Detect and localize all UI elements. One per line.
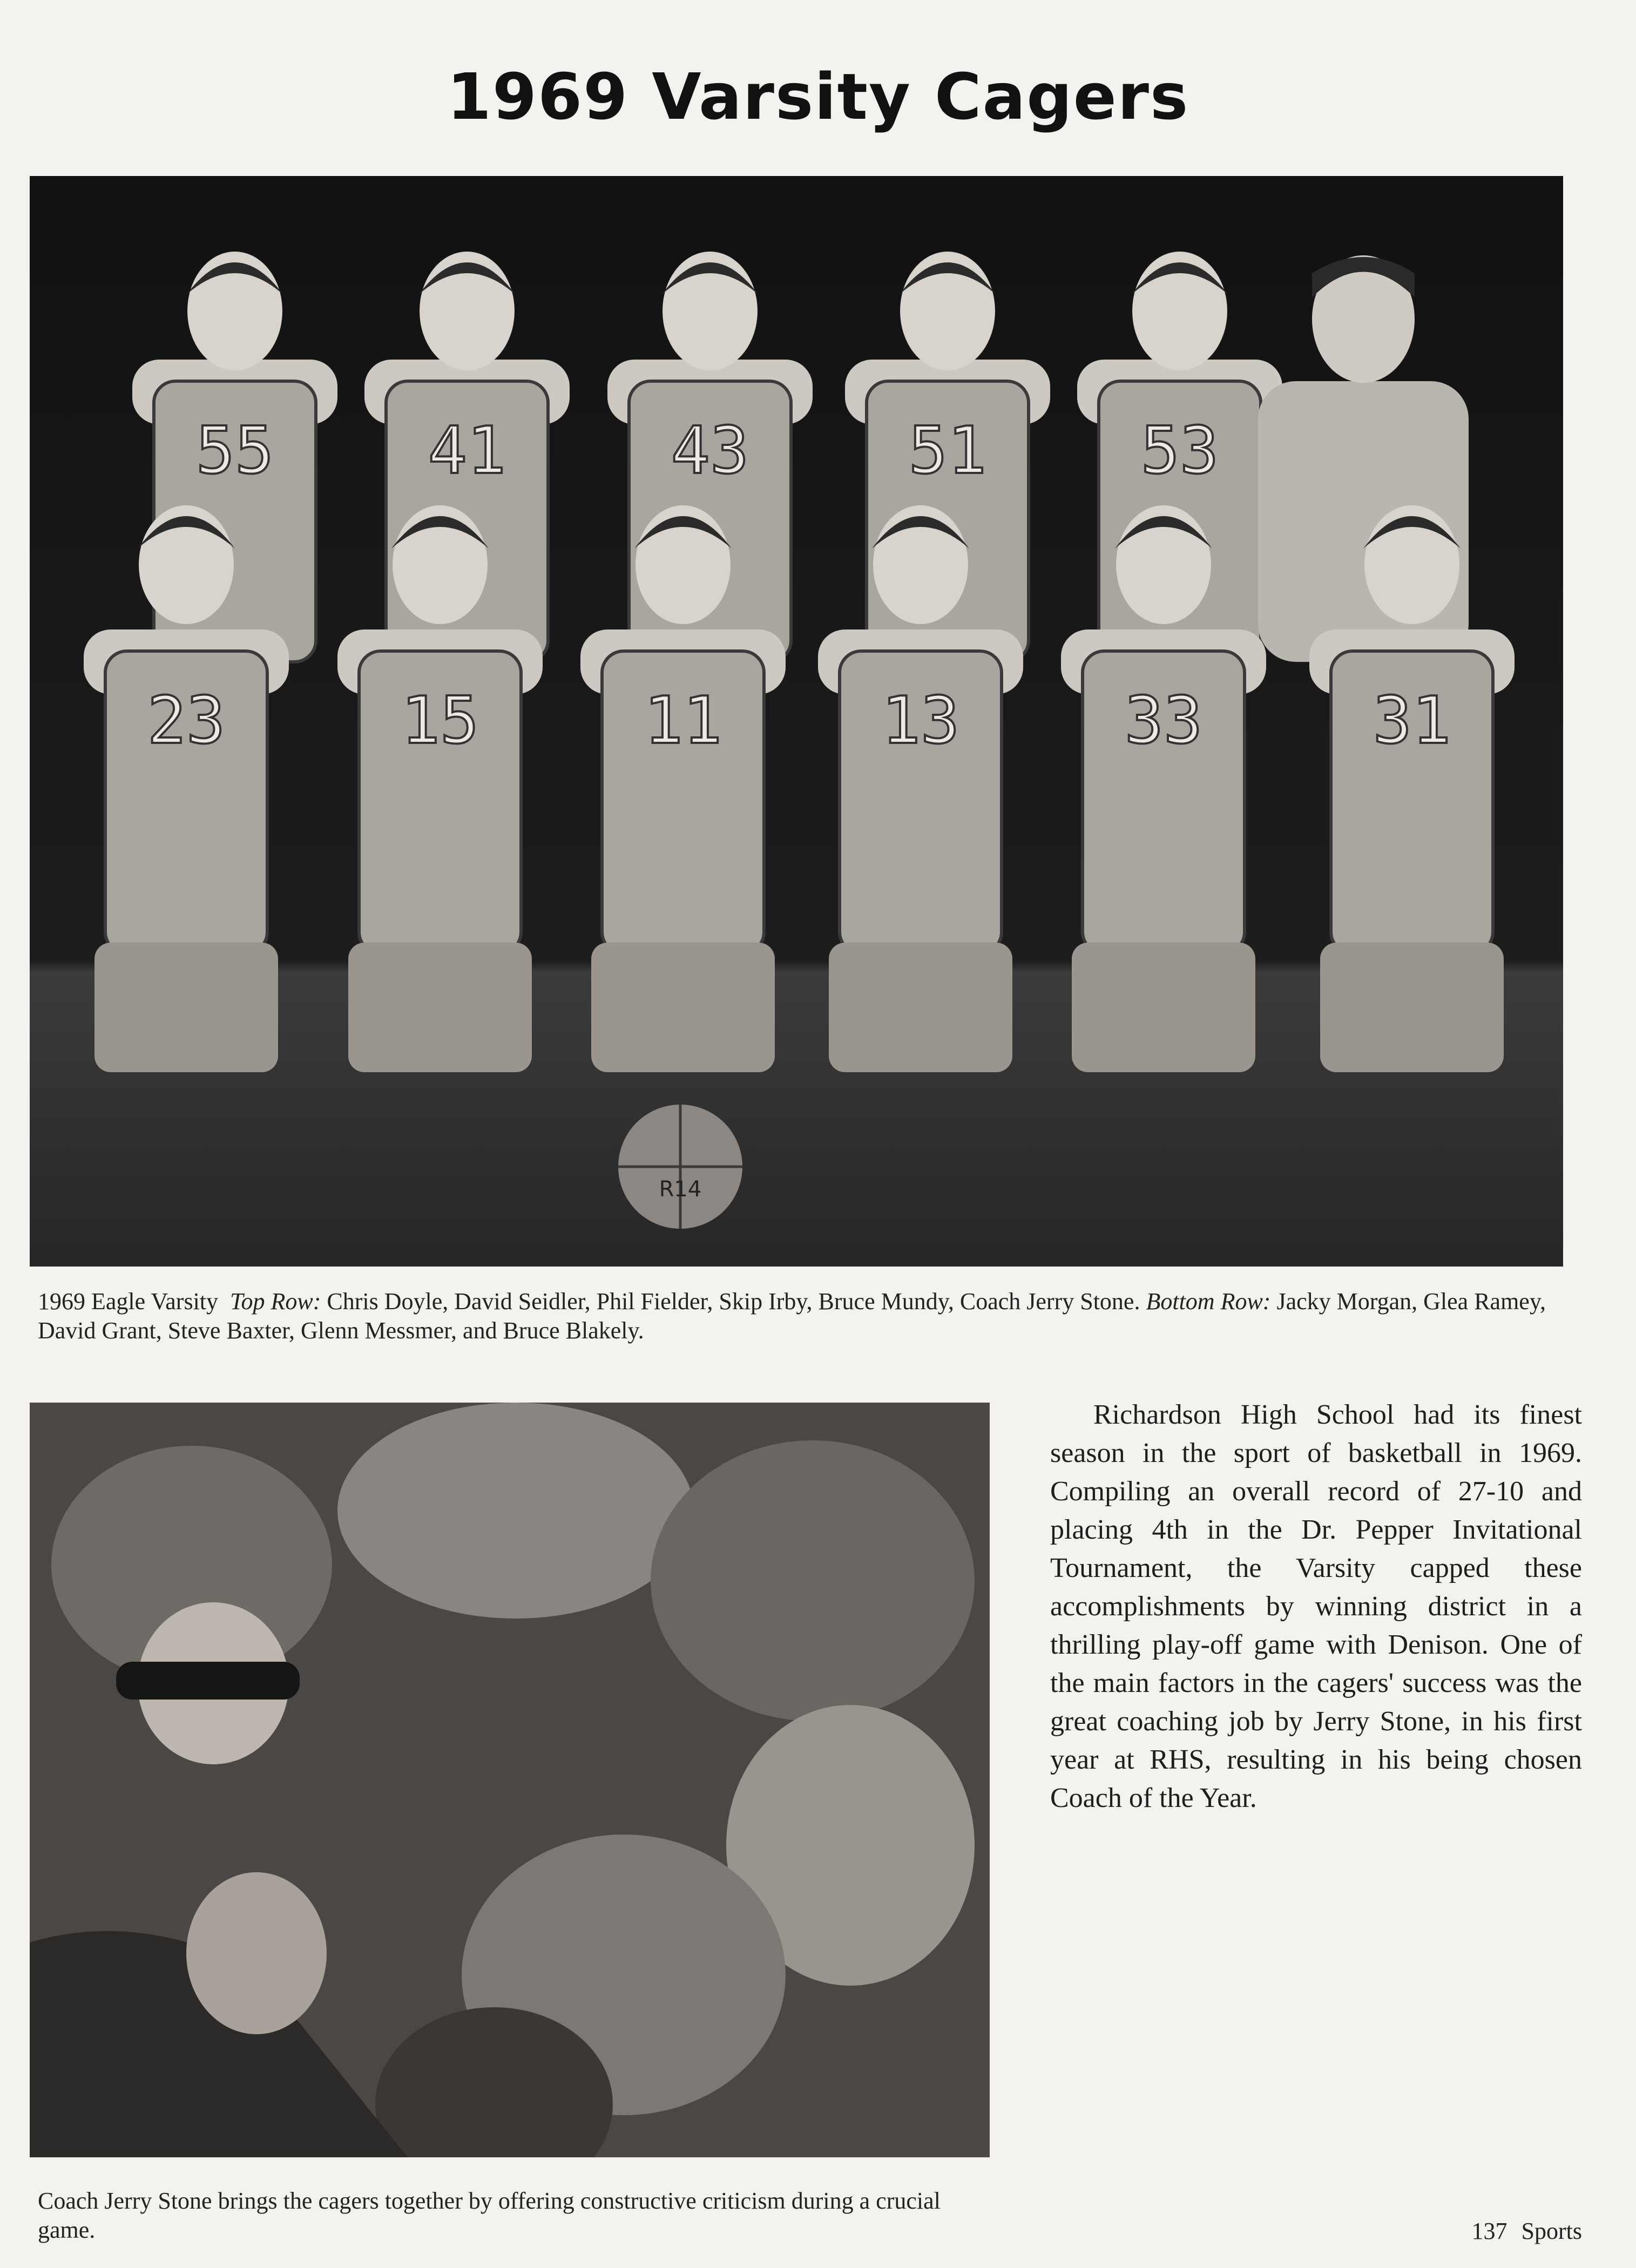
jersey-number: 23 bbox=[147, 683, 226, 759]
huddle-photo-caption: Coach Jerry Stone brings the cagers together by offering constructive criticism during a crucial game. bbox=[38, 2188, 941, 2243]
caption-bottom-names: Jacky Morgan, Glea Ramey, David Grant, Steve Baxter, Glenn Messmer, and Bruce Blakely. bbox=[38, 1288, 1546, 1344]
jersey-number: 41 bbox=[428, 414, 506, 489]
basketball bbox=[618, 1105, 742, 1229]
jersey-number: 13 bbox=[881, 683, 960, 759]
page-number: 137 bbox=[1471, 2218, 1507, 2244]
jersey-number: 51 bbox=[908, 414, 987, 489]
team-photo-graphic bbox=[30, 176, 1563, 1267]
page-title: 1969 Varsity Cagers bbox=[447, 59, 1189, 134]
jersey-number: 53 bbox=[1140, 414, 1219, 489]
team-photo bbox=[30, 176, 1563, 1267]
jersey-number: 43 bbox=[671, 414, 749, 489]
jersey-number: 31 bbox=[1373, 683, 1451, 759]
huddle-photo bbox=[30, 1403, 990, 2157]
section-name: Sports bbox=[1521, 2218, 1582, 2244]
jersey-number: 11 bbox=[644, 683, 722, 759]
ball-text: R14 bbox=[659, 1177, 702, 1202]
caption-lead: 1969 Eagle Varsity bbox=[38, 1288, 219, 1315]
article-text: Richardson High School had its finest season in the sport of basketball in 1969. Compiling an overall record of 27-10 and placing 4th in the Dr. Pepper Invitational Tournament, the Varsity capped these accomplishments by winning district in a thrilling play-off game with Denison. One of the main factors in the cagers' success was the great coaching job by Jerry Stone, in his first year at RHS, resulting in his being chosen Coach of the Year. bbox=[1050, 1399, 1582, 1813]
caption-bottom-label: Bottom Row: bbox=[1146, 1288, 1271, 1315]
caption-top-names: Chris Doyle, David Seidler, Phil Fielder, Skip Irby, Bruce Mundy, Coach Jerry Stone. bbox=[327, 1288, 1140, 1315]
team-photo-caption bbox=[38, 1287, 1582, 1345]
page-footer bbox=[1458, 2217, 1582, 2245]
jersey-number: 33 bbox=[1124, 683, 1203, 759]
caption-top-label: Top Row: bbox=[230, 1288, 321, 1315]
huddle-photo-graphic bbox=[30, 1403, 990, 2157]
jersey-number: 55 bbox=[195, 414, 274, 489]
jersey-number: 15 bbox=[401, 683, 479, 759]
